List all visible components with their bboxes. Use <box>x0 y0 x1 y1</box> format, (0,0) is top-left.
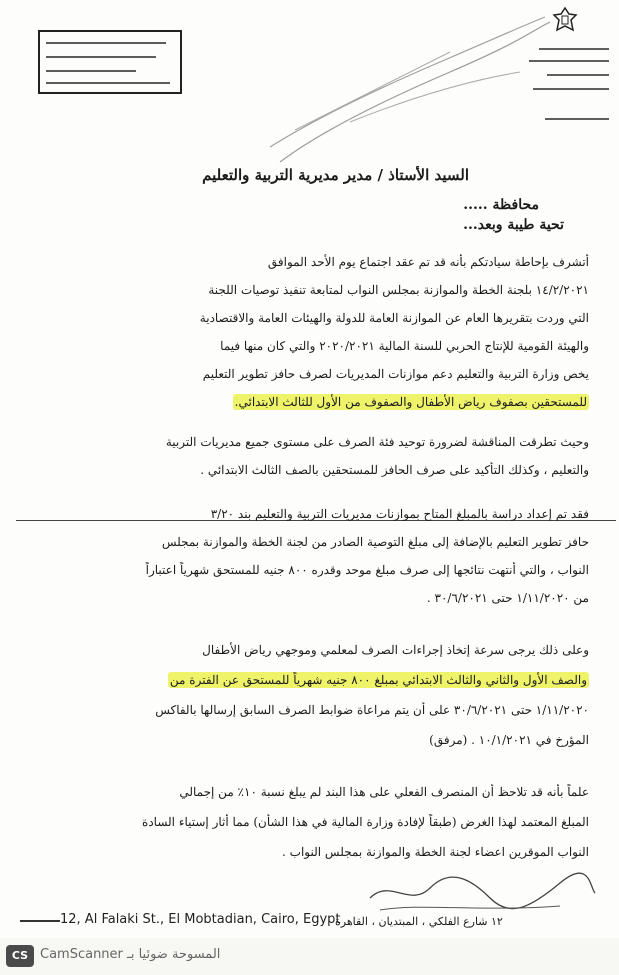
body-line: التي وردت بتقريرها العام عن الموازنة العامة للدولة والهيئات العامة والاقتصادية <box>199 311 589 325</box>
body-line: من ١/١١/٢٠٢٠ حتى ٣٠/٦/٢٠٢١ . <box>426 591 589 605</box>
body-line-highlighted <box>31 394 589 410</box>
footer-address-arabic: ١٢ شارع الفلكي ، المبتديان ، القاهرة <box>335 915 503 928</box>
stamp-line <box>46 56 156 58</box>
body-line: المبلغ المعتمد لهذا الغرض (طبقاً لإفادة وزارة المالية في هذا الشأن) مما أثار إستياء السادة <box>142 815 589 829</box>
body-line: ١/١١/٢٠٢٠ حتى ٣٠/٦/٢٠٢١ على أن يتم مراعاة ضوابط الصرف السابق إرسالها بالفاكس <box>155 703 589 717</box>
body-line: النواب الموقرين اعضاء لجنة الخطة والموازنة بمجلس النواب . <box>282 845 589 859</box>
body-line-highlighted <box>31 672 589 688</box>
signature <box>360 868 600 918</box>
camscanner-logo-icon: CS <box>6 945 34 967</box>
addressee-title: السيد الأستاذ / مدير مديرية التربية والتعليم <box>202 166 469 184</box>
body-line: علماً بأنه قد تلاحظ أن المنصرف الفعلي على هذا البند لم يبلغ نسبة ١٠٪ من إجمالي <box>179 785 589 799</box>
body-line: وحيث تطرقت المناقشة لضرورة توحيد فئة الصرف على مستوى جميع مديريات التربية <box>165 435 589 449</box>
governorate-line: محافظة ..... <box>463 197 539 213</box>
body-line: النواب ، والتي أنتهت نتائجها إلى صرف مبلغ موحد وقدره ٨٠٠ جنيه للمستحق شهرياً اعتباراً <box>145 563 589 577</box>
body-line: أتشرف بإحاطة سيادتكم بأنه قد تم عقد اجتماع يوم الأحد الموافق <box>267 255 589 269</box>
body-line: والهيئة القومية للإنتاج الحربي للسنة المالية ٢٠٢٠/٢٠٢١ والتي كان منها فيما <box>220 339 589 353</box>
highlighted-text: للمستحقين بصفوف رياض الأطفال والصفوف من الأول للثالث الابتدائي. <box>234 395 587 409</box>
stamp-line <box>46 42 166 44</box>
highlighted-text: والصف الأول والثاني والثالث الابتدائي بمبلغ ٨٠٠ جنيه شهرياً للمستحق عن الفترة من <box>169 673 587 687</box>
stamp-line <box>46 70 136 72</box>
camscanner-watermark-text: CamScanner المسوحة ضوئيا بـ <box>40 947 221 962</box>
reference-stamp <box>38 30 182 94</box>
greeting: تحية طيبة وبعد... <box>463 217 564 233</box>
stamp-line <box>46 82 170 84</box>
body-line: فقد تم إعداد دراسة بالمبلغ المتاح بموازنات مديريات التربية والتعليم بند ٣/٢٠ <box>210 507 589 521</box>
body-line: ١٤/٢/٢٠٢١ بلجنة الخطة والموازنة بمجلس النواب لمتابعة تنفيذ توصيات اللجنة <box>208 283 589 297</box>
handwritten-annotation <box>200 12 560 172</box>
body-line: يخص وزارة التربية والتعليم دعم موازنات المديريات لصرف حافز تطوير التعليم <box>202 367 589 381</box>
footer-dash <box>20 920 60 922</box>
footer-address: 12, Al Falaki St., El Mobtadian, Cairo, Egypt <box>60 912 341 927</box>
body-line: وعلى ذلك يرجى سرعة إتخاذ إجراءات الصرف لمعلمي وموجهي رياض الأطفال <box>202 643 589 657</box>
body-line: المؤرخ في ١٠/١/٢٠٢١ . (مرفق) <box>429 733 589 747</box>
body-line: حافز تطوير التعليم بالإضافة إلى مبلغ التوصية الصادر من لجنة الخطة والموازنة بمجلس <box>161 535 589 549</box>
body-line: والتعليم ، وكذلك التأكيد على صرف الحافز للمستحقين بالصف الثالث الابتدائي . <box>200 463 589 477</box>
